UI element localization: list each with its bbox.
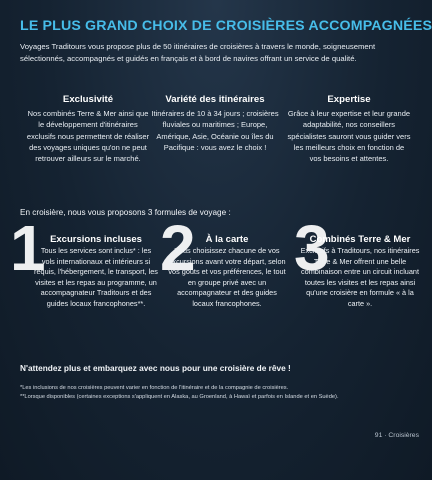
formule-text: Exclusifs à Traditours, nos itinéraires Terre & Mer offrent une belle combinaison entre un circuit incluant toutes les visites et les repas ainsi qu'une croisière en formule « à la carte ». <box>300 246 420 308</box>
feature-expertise <box>287 94 411 164</box>
formule-number: 2 <box>160 212 196 284</box>
feature-heading: Exclusivité <box>62 94 114 105</box>
formule-excursions-incluses <box>34 234 158 309</box>
feature-heading: Variété des itinéraires <box>165 94 265 105</box>
formule-number: 3 <box>294 212 330 284</box>
footnote: **Lorsque disponibles (certaines exceptions s'appliquent en Alaska, au Groenland, à Hawaï et parfois en Islande et en Suède). <box>20 394 339 400</box>
formule-terre-mer <box>300 234 420 309</box>
feature-variete <box>148 94 282 153</box>
feature-heading: Expertise <box>327 94 371 105</box>
feature-exclusivite <box>24 94 152 164</box>
formule-text: Tous les services sont inclus* : les vols internationaux et intérieurs si requis, l'hébergement, le transport, les visites et les repas au programme, un accompagnateur Traditours et des guides locaux francophones**. <box>34 246 158 308</box>
feature-text: Itinéraires de 10 à 34 jours ; croisières fluviales ou maritimes ; Europe, Amérique, Asie, Océanie ou îles du Pacifique : vous avez le choix ! <box>151 109 279 152</box>
formule-number: 1 <box>10 212 46 284</box>
formule-a-la-carte <box>167 234 287 309</box>
footnote: *Les inclusions de nos croisières peuvent varier en fonction de l'itinéraire et de la compagnie de croisières. <box>20 385 289 391</box>
formule-heading: Combinés Terre & Mer <box>309 234 411 245</box>
page-footer: 91 · Croisières <box>374 432 419 439</box>
formule-heading: À la carte <box>205 234 249 245</box>
intro-paragraph: Voyages Traditours vous propose plus de 50 itinéraires de croisières à travers le monde, soigneusement sélectionnés, accompagnés et guidés en français et à bord de navires offrant un service de qualité. <box>20 42 376 63</box>
feature-text: Nos combinés Terre & Mer ainsi que le développement d'itinéraires exclusifs nous permettent de réaliser des voyages uniques qu'on ne peut retrouver ailleurs sur le marché. <box>26 109 150 164</box>
formule-text: Vous choisissez chacune de vos excursions avant votre départ, selon vos goûts et vos préférences, le tout en groupe privé avec un accompagnateur et des guides locaux francophones. <box>168 246 286 308</box>
feature-text: Grâce à leur expertise et leur grande adaptabilité, nos conseillers spécialistes sauront vous guider vers les meilleurs choix en fonction de vos besoins et attentes. <box>287 109 411 164</box>
formules-intro: En croisière, nous vous proposons 3 formules de voyage : <box>20 208 231 217</box>
call-to-action: N'attendez plus et embarquez avec nous pour une croisière de rêve ! <box>20 363 291 373</box>
formule-heading: Excursions incluses <box>50 234 142 245</box>
page-title: LE PLUS GRAND CHOIX DE CROISIÈRES ACCOMPAGNÉES <box>20 18 432 34</box>
